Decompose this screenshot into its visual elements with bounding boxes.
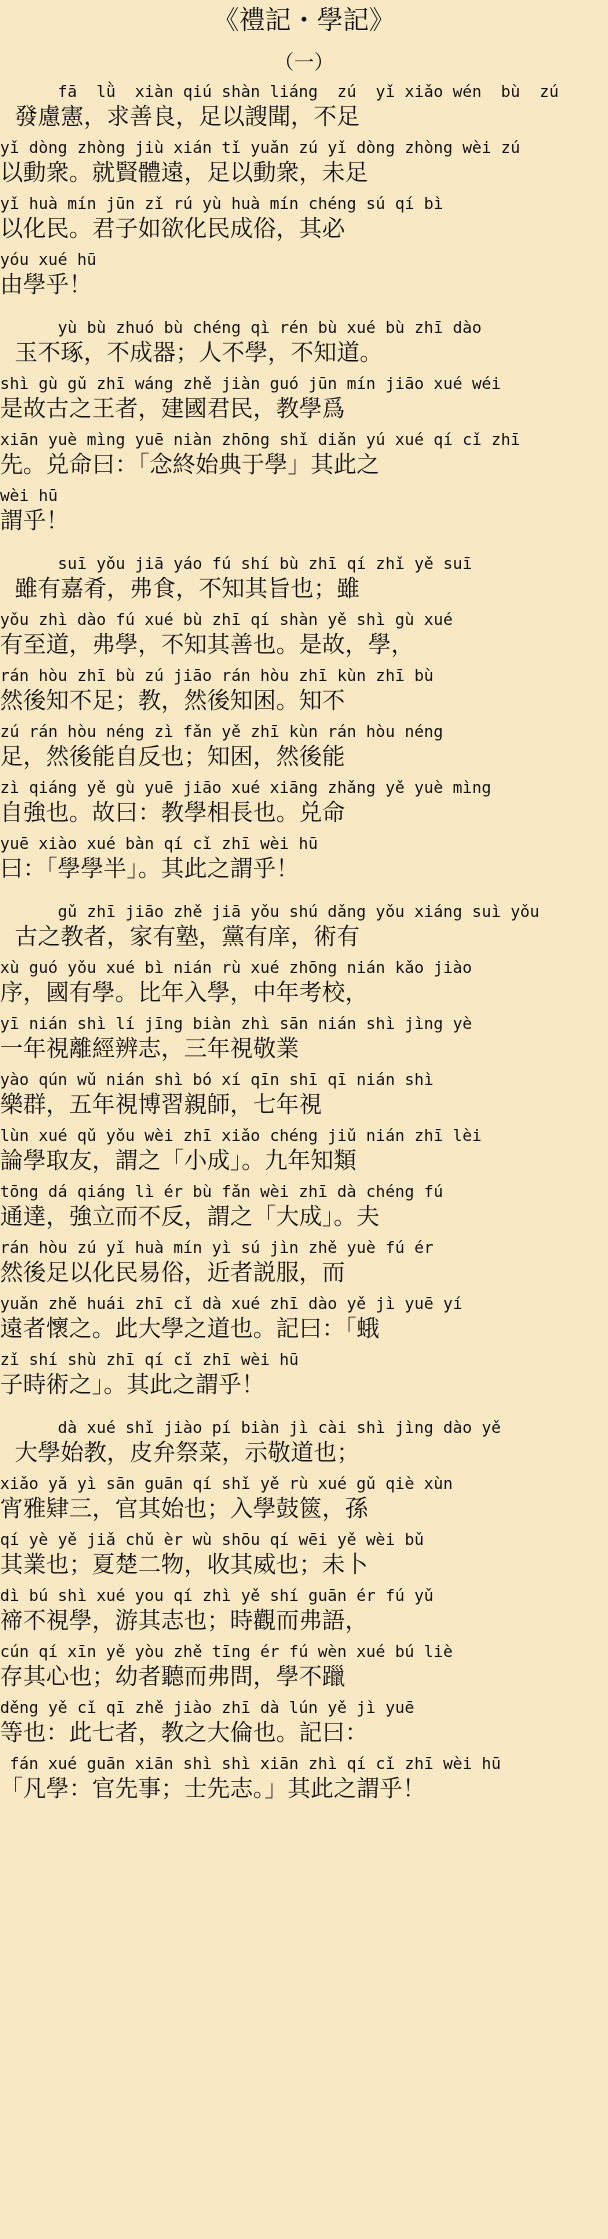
- text-line: [0, 832, 608, 888]
- paragraph: [0, 316, 608, 540]
- pinyin-line: qí yè yě jiǎ chǔ èr wù shōu qí wēi yě wèi bǔ: [0, 1530, 424, 1549]
- chinese-line: 以化民。君子如欲化民成俗，其必: [0, 216, 345, 242]
- pinyin-line: rán hòu zhī bù zú jiāo rán hòu zhī kùn zhī bù: [0, 666, 434, 685]
- text-body: [0, 80, 608, 1820]
- chinese-line: 由學乎！: [0, 272, 92, 298]
- text-line: [0, 1180, 608, 1236]
- pinyin-line: yuē xiào xué bàn qí cǐ zhī wèi hū: [0, 834, 318, 853]
- document-title: 《禮記・學記》: [212, 6, 395, 36]
- chinese-line: 謂乎！: [0, 508, 69, 534]
- chinese-line: 發慮憲，求善良，足以謏聞，不足: [0, 104, 360, 130]
- pinyin-line: yǒu zhì dào fú xué bù zhī qí shàn yě shì gù xué: [0, 610, 453, 629]
- text-line: [0, 80, 608, 136]
- pinyin-line: shì gù gǔ zhī wáng zhě jiàn guó jūn mín jiāo xué wéi: [0, 374, 501, 393]
- paragraph: [0, 1416, 608, 1808]
- pinyin-line: dà xué shǐ jiào pí biàn jì cài shì jìng dào yě: [0, 1418, 501, 1437]
- text-line: [0, 1012, 608, 1068]
- pinyin-line: gǔ zhī jiāo zhě jiā yǒu shú dǎng yǒu xiáng suì yǒu: [0, 902, 540, 921]
- text-line: [0, 956, 608, 1012]
- text-line: [0, 776, 608, 832]
- text-line: [0, 608, 608, 664]
- text-line: [0, 1640, 608, 1696]
- chinese-line: 雖有嘉肴，弗食，不知其旨也；雖: [0, 576, 360, 602]
- pinyin-line: yào qún wǔ nián shì bó xí qīn shī qī nián shì: [0, 1070, 434, 1089]
- chinese-line: 有至道，弗學，不知其善也。是故，學，: [0, 632, 414, 658]
- pinyin-line: yuǎn zhě huái zhī cǐ dà xué zhī dào yě jì yuē yí: [0, 1294, 463, 1313]
- section-number: （一）: [274, 50, 334, 74]
- pinyin-line: zú rán hòu néng zì fǎn yě zhī kùn rán hòu néng: [0, 722, 444, 741]
- text-line: [0, 1124, 608, 1180]
- chinese-line: 論學取友，謂之「小成」。九年知類: [0, 1148, 357, 1174]
- pinyin-line: xiǎo yǎ yì sān guān qí shǐ yě rù xué gǔ qiè xùn: [0, 1474, 453, 1493]
- chinese-line: 宵雅肄三，官其始也；入學鼓篋，孫: [0, 1496, 368, 1522]
- pinyin-line: cún qí xīn yě yòu zhě tīng ér fú wèn xué bú liè: [0, 1642, 453, 1661]
- pinyin-line: fā lǜ xiàn qiú shàn liáng zú yǐ xiǎo wén bù zú: [0, 82, 559, 101]
- text-line: [0, 664, 608, 720]
- text-line: [0, 1528, 608, 1584]
- chinese-line: 是故古之王者，建國君民，教學爲: [0, 396, 345, 422]
- text-line: [0, 1068, 608, 1124]
- text-line: [0, 1236, 608, 1292]
- chinese-line: 存其心也；幼者聽而弗問，學不躐: [0, 1664, 345, 1690]
- text-line: [0, 1696, 608, 1752]
- pinyin-line: yǐ huà mín jūn zǐ rú yù huà mín chéng sú qí bì: [0, 194, 444, 213]
- chinese-line: 曰：「學學半」。其此之謂乎！: [0, 856, 299, 882]
- text-line: [0, 1752, 608, 1808]
- text-line: [0, 1292, 608, 1348]
- chinese-line: 「凡學：官先事；士先志。」其此之謂乎！: [0, 1776, 426, 1802]
- text-line: [0, 248, 608, 304]
- chinese-line: 一年視離經辨志，三年視敬業: [0, 1036, 299, 1062]
- chinese-line: 然後足以化民易俗，近者説服，而: [0, 1260, 345, 1286]
- pinyin-line: děng yě cǐ qī zhě jiào zhī dà lún yě jì yuē: [0, 1698, 415, 1717]
- pinyin-line: rán hòu zú yǐ huà mín yì sú jìn zhě yuè fú ér: [0, 1238, 434, 1257]
- text-line: [0, 900, 608, 956]
- paragraph: [0, 900, 608, 1404]
- paragraph-gap: [0, 888, 608, 900]
- chinese-line: 等也：此七者，教之大倫也。記曰：: [0, 1720, 368, 1746]
- pinyin-line: suī yǒu jiā yáo fú shí bù zhī qí zhǐ yě suī: [0, 554, 473, 573]
- chinese-line: 遠者懷之。此大學之道也。記曰：「蛾: [0, 1316, 380, 1342]
- pinyin-line: xù guó yǒu xué bì nián rù xué zhōng nián kǎo jiào: [0, 958, 473, 977]
- pinyin-line: xiān yuè mìng yuē niàn zhōng shǐ diǎn yú xué qí cǐ zhī: [0, 430, 521, 449]
- chinese-line: 玉不琢，不成器；人不學，不知道。: [0, 340, 383, 366]
- pinyin-line: yǐ dòng zhòng jiù xián tǐ yuǎn zú yǐ dòng zhòng wèi zú: [0, 138, 521, 157]
- chinese-line: 通達，強立而不反，謂之「大成」。夫: [0, 1204, 380, 1230]
- paragraph-gap: [0, 1808, 608, 1820]
- chinese-line: 大學始教，皮弁祭菜，示敬道也；: [0, 1440, 360, 1466]
- text-line: [0, 1416, 608, 1472]
- pinyin-line: zì qiáng yě gù yuē jiāo xué xiāng zhǎng yě yuè mìng: [0, 778, 492, 797]
- chinese-line: 先。兑命曰：「念終始典于學」其此之: [0, 452, 380, 478]
- chinese-line: 其業也；夏楚二物，收其威也；未卜: [0, 1552, 368, 1578]
- chinese-line: 足，然後能自反也；知困，然後能: [0, 744, 345, 770]
- pinyin-line: zǐ shí shù zhī qí cǐ zhī wèi hū: [0, 1350, 299, 1369]
- text-line: [0, 720, 608, 776]
- paragraph: [0, 552, 608, 888]
- paragraph-gap: [0, 540, 608, 552]
- text-line: [0, 1472, 608, 1528]
- pinyin-line: yóu xué hū: [0, 250, 97, 269]
- pinyin-line: wèi hū: [0, 486, 58, 505]
- chinese-line: 然後知不足；教，然後知困。知不: [0, 688, 345, 714]
- paragraph-gap: [0, 304, 608, 316]
- pinyin-line: lùn xué qǔ yǒu wèi zhī xiǎo chéng jiǔ nián zhī lèi: [0, 1126, 482, 1145]
- chinese-line: 自強也。故曰：教學相長也。兑命: [0, 800, 345, 826]
- text-line: [0, 372, 608, 428]
- text-line: [0, 552, 608, 608]
- paragraph-gap: [0, 1404, 608, 1416]
- pinyin-line: tōng dá qiáng lì ér bù fǎn wèi zhī dà chéng fú: [0, 1182, 444, 1201]
- chinese-line: 序，國有學。比年入學，中年考校，: [0, 980, 368, 1006]
- text-line: [0, 1584, 608, 1640]
- text-line: [0, 1348, 608, 1404]
- pinyin-line: yī nián shì lí jīng biàn zhì sān nián shì jìng yè: [0, 1014, 473, 1033]
- text-line: [0, 428, 608, 484]
- text-line: [0, 484, 608, 540]
- chinese-line: 古之教者，家有塾，黨有庠，術有: [0, 924, 360, 950]
- chinese-line: 子時術之」。其此之謂乎！: [0, 1372, 265, 1398]
- text-line: [0, 136, 608, 192]
- pinyin-line: yù bù zhuó bù chéng qì rén bù xué bù zhī dào: [0, 318, 482, 337]
- chinese-line: 樂群，五年視博習親師，七年視: [0, 1092, 322, 1118]
- chinese-line: 禘不視學，游其志也；時觀而弗語，: [0, 1608, 368, 1634]
- pinyin-line: dì bú shì xué you qí zhì yě shí guān ér fú yǔ: [0, 1586, 434, 1605]
- paragraph: [0, 80, 608, 304]
- chinese-line: 以動衆。就賢體遠，足以動衆，未足: [0, 160, 368, 186]
- text-line: [0, 192, 608, 248]
- text-line: [0, 316, 608, 372]
- pinyin-line: fán xué guān xiān shì shì xiān zhì qí cǐ zhī wèi hū: [0, 1754, 501, 1773]
